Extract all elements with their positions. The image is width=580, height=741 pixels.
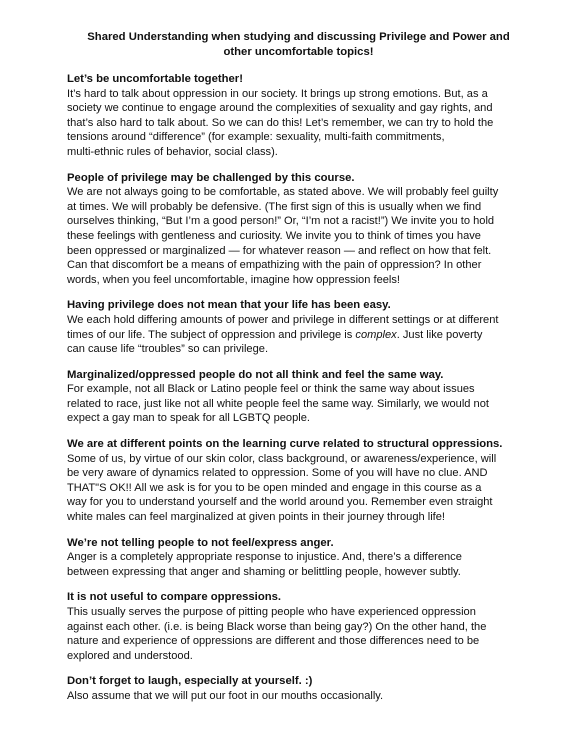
section-heading: Having privilege does not mean that your life has been easy. [67, 299, 391, 312]
section-laugh [67, 674, 538, 703]
section-learning-curve [67, 437, 538, 525]
document-title [67, 30, 538, 60]
body-line: can cause life “troubles” so can privilege. [67, 343, 269, 356]
body-line: these feelings with gentleness and curiosity. We invite you to think of times you have [67, 229, 481, 242]
section-heading: People of privilege may be challenged by this course. [67, 171, 355, 184]
section-compare-oppressions [67, 590, 538, 663]
body-line: nature and experience of oppressions are different and those differences need to be [67, 635, 480, 648]
section-privilege-not-easy [67, 298, 538, 356]
section-anger [67, 536, 538, 580]
body-line: way for you to understand yourself and the world around you. Remember even straight [67, 496, 493, 509]
body-line: This usually serves the purpose of pitting people who have experienced oppression [67, 606, 476, 618]
body-line: between expressing that anger and shaming or belittling people, however subtly. [67, 565, 461, 578]
section-heading: Let’s be uncomfortable together! [67, 73, 243, 85]
section-people-of-privilege [67, 171, 538, 288]
title-line: other uncomfortable topics! [223, 46, 374, 58]
body-line: It’s hard to talk about oppression in our society. It brings up strong emotions. But, as a [67, 87, 488, 100]
section-heading: We’re not telling people to not feel/express anger. [67, 536, 334, 549]
body-line: at times. We will probably be defensive. (The first sign of this is usually when we find [67, 200, 482, 213]
body-line: words, when you feel uncomfortable, imagine how oppression feels! [67, 273, 400, 286]
body-line: Also assume that we will put our foot in our mouths occasionally. [67, 689, 384, 702]
body-line: Anger is a completely appropriate response to injustice. And, there’s a difference [67, 551, 462, 564]
body-line: tensions around “difference” (for example: sexuality, multi-faith commitments, [67, 131, 445, 144]
section-body [67, 550, 538, 579]
section-body [67, 689, 538, 704]
section-marginalized-people [67, 368, 538, 426]
section-body [67, 452, 538, 525]
body-line [67, 328, 538, 343]
section-heading: Don’t forget to laugh, especially at yourself. :) [67, 675, 313, 688]
body-line: related to race, just like not all white people feel the same way. Similarly, we would not [67, 397, 489, 410]
section-heading: We are at different points on the learning curve related to structural oppressions. [67, 438, 503, 451]
body-line: Can that discomfort be a means of empathizing with the pain of oppression? In other [67, 259, 482, 272]
section-body [67, 313, 538, 357]
body-line: society we continue to engage around the complexities of sexuality and gay rights, and [67, 102, 493, 115]
body-line: been oppressed or marginalized — for whatever reason — and reflect on how that felt. [67, 244, 492, 257]
body-line: We are not always going to be comfortable, as stated above. We will probably feel guilty [67, 186, 499, 199]
body-line: ourselves thinking, “But I’m a good person!” Or, “I’m not a racist!”) We invite you to hold [67, 215, 495, 228]
body-line: Some of us, by virtue of our skin color, class background, or awareness/experience, will [67, 452, 497, 465]
title-line: Shared Understanding when studying and discussing Privilege and Power and [87, 31, 510, 43]
section-heading: Marginalized/oppressed people do not all think and feel the same way. [67, 368, 444, 381]
body-line: that’s also hard to talk about. So we can do this! Let’s remember, we can try to hold the [67, 116, 494, 129]
body-line: expect a gay man to speak for all LGBTQ people. [67, 412, 310, 425]
body-line: be very aware of dynamics related to oppression. Some of you will have no clue. AND [67, 467, 488, 480]
section-body [67, 382, 538, 426]
body-line: multi-ethnic rules of behavior, social class). [67, 145, 278, 158]
section-uncomfortable-together [67, 72, 538, 160]
body-text: times of our life. The subject of oppression and privilege is [67, 328, 353, 341]
section-body [67, 87, 538, 160]
body-line: For example, not all Black or Latino people feel or think the same way about issues [67, 383, 475, 396]
body-line: against each other. (i.e. is being Black worse than being gay?) On the other hand, the [67, 620, 487, 633]
section-body [67, 185, 538, 287]
section-heading: It is not useful to compare oppressions. [67, 591, 282, 604]
body-line: We each hold differing amounts of power and privilege in different settings or at different [67, 313, 499, 326]
body-line: THAT"S OK!! All we ask is for you to be open minded and engage in this course as a [67, 481, 482, 494]
body-text: . Just like poverty [396, 328, 483, 341]
emphasis-text: complex [355, 328, 397, 341]
body-line: explored and understood. [67, 649, 193, 662]
section-body [67, 605, 538, 663]
body-line: white males can feel marginalized at given points in their journey through life! [67, 511, 446, 524]
